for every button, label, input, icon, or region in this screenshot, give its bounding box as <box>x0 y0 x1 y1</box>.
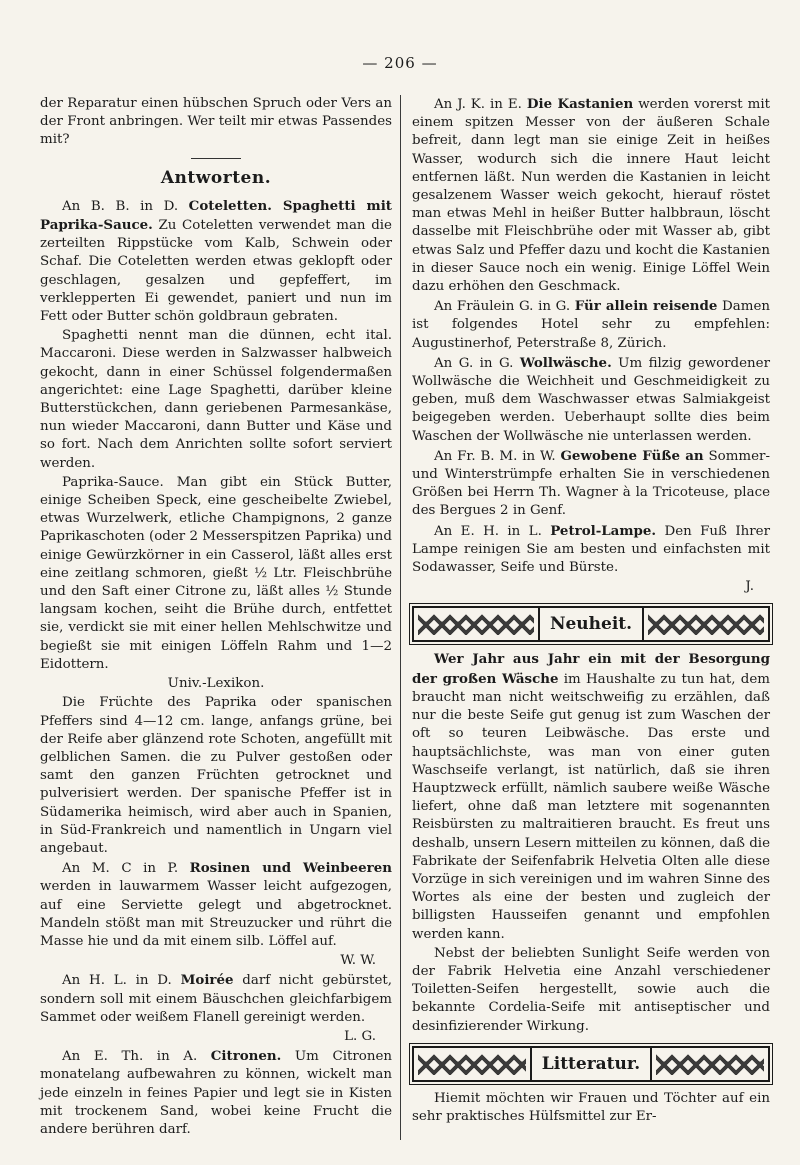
ornament-right <box>656 1053 764 1075</box>
intro-paragraph: der Reparatur einen hübschen Spruch oder Vers an der Front anbringen. Wer teilt mir etwas Passendes mit? <box>40 96 392 148</box>
neuheit-paragraph-2: Nebst der beliebten Sunlight Seife werden von der Fabrik Helvetia eine Anzahl verschiedener Toiletten-Seifen hergestellt, sowie auch die bekannte Cordelia-Seife mit antiseptischer und desinfizierender Wirkung. <box>412 945 770 1034</box>
answer-topic: Coteletten. Spaghetti mit Paprika-Sauce. <box>40 197 392 234</box>
litteratur-paragraph: Hiemit möchten wir Frauen und Töchter auf ein sehr praktisches Hülfsmittel zur Er- <box>412 1090 770 1124</box>
paprika-fruit-paragraph: Die Früchte des Paprika oder spanischen Pfeffers sind 4—12 cm. lange, anfangs grüne, bei der Reife aber glänzend rote Schoten, angefüllt mit gelblichen Samen. die zu Pulver gestoßen oder samt den ganzen Früchten getrocknet und pulverisiert werden. Der spanische Pfeffer ist in Südamerika heimisch, wird aber auch in Spanien, in Süd-Frankreich und namentlich in Ungarn viel angebaut. <box>40 695 392 856</box>
right-column <box>412 95 770 1127</box>
answer-text: Damen ist folgendes Hotel sehr zu empfehlen: Augustinerhof, Peterstraße 8, Zürich. <box>412 299 771 351</box>
neuheit-text: im Haushalte zu tun hat, dem braucht man nicht weitschweifig zu erzählen, daß nur die beste Seife gut genug ist zum Waschen der oft so teuren Leibwäsche. Das erste und hauptsächlichste, was man von einer guten Waschseife verlangt, ist natürlich, daß sie ihren Hauptzweck erfüllt, nämlich saubere weiße Wäsche liefert, ohne daß man letztere mit sogenannten Reisbürsten zu maltraitieren braucht. Es freut uns deshalb, unsern Lesern mitteilen zu können, daß die Fabrikate der Seifenfabrik Helvetia Olten alle diese Vorzüge in sich vereinigen und im wahren Sinne des Wortes als eine der besten und zugleich der billigsten Hausseifen genannt und empfohlen werden kann. <box>412 671 770 942</box>
left-column <box>40 95 392 1140</box>
answer-topic: Citronen. <box>210 1048 282 1065</box>
banner-title: Neuheit. <box>538 608 644 640</box>
neuheit-paragraph <box>412 650 770 943</box>
answer-lead: An H. L. in D. <box>62 973 172 989</box>
answer-fuesse <box>412 447 770 521</box>
answer-lead: An E. Th. in A. <box>62 1049 198 1065</box>
section-rule <box>191 158 241 159</box>
answer-lead: An M. C in P. <box>62 861 179 877</box>
answer-text: Um filzig gewordener Wollwäsche die Weichheit und Geschmeidigkeit zu geben, muß dem Waschwasser etwas Salmiakgeist beigegeben werden. Ueberhaupt sollte dies beim Waschen der Wollwäsche nie unterlassen werden. <box>412 355 770 444</box>
answer-wollwaesche <box>412 354 770 446</box>
litteratur-banner <box>412 1046 770 1082</box>
page-number: — 206 — <box>362 54 438 72</box>
answer-text: werden in lauwarmem Wasser leicht aufgezogen, auf eine Serviette gelegt und abgetrocknet. Mandeln stößt man mit Streuzucker und rührt die Masse hie und da mit einem silb. Löffel auf. <box>40 879 392 949</box>
answer-text: darf nicht gebürstet, sondern soll mit einem Bäuschchen gleichfarbigem Sammet oder weißem Flanell gereinigt werden. <box>40 973 393 1025</box>
banner-title: Litteratur. <box>530 1048 652 1080</box>
answer-kastanien <box>412 95 770 296</box>
answer-rosinen <box>40 859 392 951</box>
answer-moiree <box>40 971 392 1027</box>
answer-topic: Petrol-Lampe. <box>550 522 657 539</box>
answer-topic: Wollwäsche. <box>519 354 612 371</box>
answer-lead: An Fr. B. M. in W. <box>434 448 556 464</box>
answer-topic: Die Kastanien <box>526 96 634 112</box>
answer-coteletten <box>40 197 392 326</box>
paprika-sauce-paragraph: Paprika-Sauce. Man gibt ein Stück Butter, einige Scheiben Speck, eine gescheibelte Zwiebel, etwas Wurzelwerk, etliche Champignons, 2 ganze Paprikaschoten (oder 2 Messerspitzen Paprika) und einige Gewürzkörner in ein Casserol, läßt alles erst eine zeitlang schmoren, gießt ½ Ltr. Fleischbrühe und den Saft einer Citrone zu, läßt alles ½ Stunde langsam kochen, seiht die Brühe durch, entfettet sie, verdickt sie mit einer hellen Mehlschwitze und begießt sie mit einigen Löffeln Rahm und 1—2 Eidottern. <box>40 474 392 672</box>
answer-lead: An J. K. in E. <box>434 97 522 112</box>
answer-signature: W. W. <box>340 953 376 969</box>
answer-lead: An G. in G. <box>434 355 514 371</box>
neuheit-lead: Wer Jahr aus Jahr ein mit der Besorgung der großen Wäsche <box>412 651 770 687</box>
answer-lampe <box>412 522 770 578</box>
answer-signature: L. G. <box>344 1028 376 1044</box>
source-signature: Univ.-Lexikon. <box>167 676 265 692</box>
answer-text: werden vorerst mit einem spitzen Messer von der äußeren Schale befreit, dann legt man sie einige Zeit in heißes Wasser, wodurch sich die innere Haut leicht entfernen läßt. Nun werden die Kastanien in leicht gesalzenem Wasser weich gekocht, hierauf röstet man etwas Mehl in heißer Butter halbbraun, löscht dasselbe mit Fleischbrühe oder mit Wasser ab, gibt etwas Salz und Pfeffer dazu und kocht die Kastanien in dieser Sauce noch ein wenig. Einige Löffel Wein dazu erhöhen den Geschmack. <box>412 97 770 295</box>
column-divider <box>400 95 401 1140</box>
answer-lead: An B. B. in D. <box>62 198 179 214</box>
answer-lead: An Fräulein G. in G. <box>434 299 571 315</box>
answer-text: Sommer- und Winterstrümpfe erhalten Sie in verschiedenen Größen bei Herrn Th. Wagner à la Tricoteuse, place des Bergues 2 in Genf. <box>412 448 770 519</box>
spaghetti-paragraph: Spaghetti nennt man die dünnen, echt ital. Maccaroni. Diese werden in Salzwasser halbweich gekocht, dann in einer Schüssel folgendermaßen angerichtet: eine Lage Spaghetti, darüber kleine Butterstückchen, dann geriebenen Parmesankäse, nun wieder Maccaroni, dann Butter und Käse und so fort. Nach dem Anrichten sollte sofort serviert werden. <box>40 328 392 471</box>
answer-text: Den Fuß Ihrer Lampe reinigen Sie am besten und einfachsten mit Sodawasser, Seife und Bürste. <box>412 523 770 576</box>
answer-citronen <box>40 1047 392 1139</box>
ornament-left <box>418 1053 526 1075</box>
answer-topic: Rosinen und Weinbeeren <box>189 860 392 877</box>
answer-text: Zu Coteletten verwendet man die zerteilten Rippstücke vom Kalb, Schwein oder Schaf. Die Coteletten werden etwas geklopft oder geschlagen, gesalzen und gepfeffert, im verklepperten Ei gewendet, paniert und nun im Fett oder Butter schön goldbraun gebraten. <box>40 218 392 325</box>
ornament-right <box>648 613 764 635</box>
ornament-left <box>418 613 534 635</box>
answer-signature: J. <box>745 579 754 595</box>
section-heading: Antworten. <box>160 167 272 188</box>
neuheit-banner <box>412 606 770 642</box>
answer-topic: Für allein reisende <box>574 298 718 315</box>
answer-lead: An E. H. in L. <box>434 523 542 539</box>
answer-hotel <box>412 297 770 353</box>
answer-topic: Gewobene Füße an <box>560 447 704 464</box>
answer-text: Um Citronen monatelang aufbewahren zu können, wickelt man jede einzeln in feines Papier und legt sie in Kisten mit trockenem Sand, wobei keine Frucht die andere berühren darf. <box>40 1049 392 1137</box>
answer-topic: Moirée <box>180 972 234 989</box>
